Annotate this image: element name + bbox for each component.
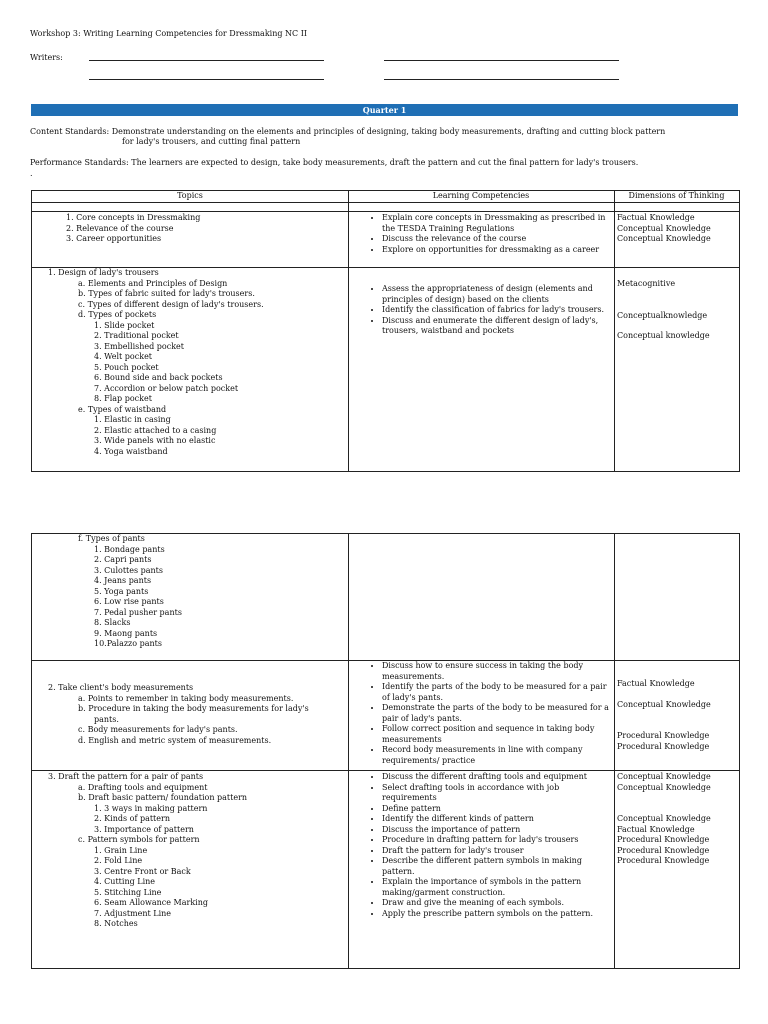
dimension-item: Procedural Knowledge: [617, 835, 710, 844]
competency-item: • Draft the pattern for lady's trouser: [382, 846, 612, 857]
topic-item: 4. Jeans pants: [94, 576, 152, 585]
topic-item: b. Procedure in taking the body measurements for lady's: [78, 704, 309, 713]
row3-topics: [78, 534, 182, 650]
topic-item: 3. Draft the pattern for a pair of pants: [48, 772, 204, 781]
topic-item: 1. Elastic in casing: [94, 415, 171, 424]
topic-item: 3. Wide panels with no elastic: [94, 436, 216, 445]
row1-topics: [66, 213, 200, 245]
topic-item: 4. Yoga waistband: [94, 446, 168, 456]
competency-item: • Select drafting tools in accordance with job requirements: [382, 783, 612, 804]
topic-item: 7. Pedal pusher pants: [94, 607, 182, 617]
topic-item: 3. Centre Front or Back: [94, 866, 191, 876]
competency-item: • Discuss the different drafting tools and equipment: [382, 772, 612, 783]
topic-item: 3. Importance of pattern: [94, 824, 194, 834]
topic-item: 3. Culottes pants: [94, 565, 163, 575]
competency-item: • Draw and give the meaning of each symbols.: [382, 898, 612, 909]
competency-item: • Explore on opportunities for dressmaking as a career: [382, 245, 612, 256]
competency-item: • Explain the importance of symbols in the pattern making/garment construction.: [382, 877, 612, 898]
row5-topics: [48, 772, 247, 930]
dimension-item: Conceptualknowledge: [617, 310, 708, 320]
topic-item: 5. Yoga pants: [94, 586, 149, 596]
competency-item: • Describe the different pattern symbols in making pattern.: [382, 856, 612, 877]
document-title: Workshop 3: Writing Learning Competencies for Dressmaking NC II: [30, 29, 308, 38]
topic-item: a. Elements and Principles of Design: [78, 278, 228, 288]
topic-item: 4. Welt pocket: [94, 352, 153, 361]
topic-item: b. Types of fabric suited for lady's trousers.: [78, 289, 255, 298]
topic-item: 7. Accordion or below patch pocket: [94, 383, 239, 393]
topic-item: 9. Maong pants: [94, 628, 158, 638]
row1-dimensions: [617, 213, 711, 245]
topic-item: 2. Capri pants: [94, 555, 152, 564]
topic-item: 10.Palazzo pants: [94, 639, 162, 648]
topic-item: 6. Bound side and back pockets: [94, 373, 223, 382]
performance-standards: Performance Standards: The learners are expected to design, take body measurements, draft the pattern and cut the final pattern for lady's trousers.: [30, 158, 639, 167]
competency-item: • Discuss the relevance of the course: [382, 234, 612, 245]
competency-item: • Identify the classification of fabrics for lady's trousers.: [382, 305, 612, 316]
row5-competencies: [354, 772, 612, 919]
topic-item: c. Pattern symbols for pattern: [78, 835, 200, 844]
competency-item: • Discuss and enumerate the different design of lady's, trousers, waistband and pockets: [382, 316, 612, 337]
dimension-item: Conceptual Knowledge: [617, 772, 711, 781]
column-header-dimensions: Dimensions of Thinking: [628, 191, 725, 200]
competency-item: • Record body measurements in line with company requirements/ practice: [382, 745, 612, 766]
topic-item: 4. Cutting Line: [94, 877, 156, 886]
row5-dimensions: [617, 772, 711, 867]
quarter-banner: Quarter 1: [31, 104, 738, 116]
topic-item: 7. Adjustment Line: [94, 908, 172, 918]
competency-item: • Define pattern: [382, 804, 612, 815]
dimension-item: Conceptual Knowledge: [617, 814, 711, 823]
competency-item: • Demonstrate the parts of the body to be measured for a pair of lady's pants.: [382, 703, 612, 724]
topic-item: 2. Fold Line: [94, 856, 143, 865]
competencies-table-2: [31, 533, 740, 969]
topic-item: a. Points to remember in taking body measurements.: [78, 693, 294, 703]
topic-item: 2. Kinds of pattern: [94, 814, 170, 823]
topic-item: 1. Grain Line: [94, 845, 148, 855]
row2-competencies: [354, 284, 612, 337]
dimension-item: Procedural Knowledge: [617, 741, 710, 751]
dimension-item: Factual Knowledge: [617, 824, 695, 834]
writer-line-1: [89, 60, 324, 61]
dimension-item: Procedural Knowledge: [617, 856, 710, 865]
topic-item: c. Types of different design of lady's trousers.: [78, 299, 264, 309]
content-standards-text-1: Demonstrate understanding on the elements and principles of designing, taking body measurements, drafting and cutting block pattern: [109, 127, 666, 136]
topic-item: 1. Core concepts in Dressmaking: [66, 213, 201, 222]
content-standards: [30, 127, 665, 138]
writer-line-2: [384, 60, 619, 61]
dimension-item: Conceptual Knowledge: [617, 699, 711, 709]
row2-dimensions: [617, 279, 710, 342]
dimension-item: Procedural Knowledge: [617, 845, 710, 855]
topic-item: 2. Elastic attached to a casing: [94, 425, 217, 435]
topic-item: 8. Notches: [94, 919, 138, 928]
content-standards-text-2: for lady's trousers, and cutting final pattern: [122, 137, 301, 146]
competency-item: • Identify the parts of the body to be measured for a pair of lady's pants.: [382, 682, 612, 703]
topic-item: 5. Stitching Line: [94, 887, 162, 897]
column-header-topics: Topics: [177, 191, 203, 200]
topic-item: f. Types of pants: [78, 534, 145, 543]
topic-item: 3. Embellished pocket: [94, 341, 185, 351]
row2-topics: [48, 268, 264, 457]
topic-item: 8. Flap pocket: [94, 394, 152, 403]
row4-topics: [48, 683, 309, 746]
topic-item: a. Drafting tools and equipment: [78, 782, 208, 792]
topic-item: 1. Slide pocket: [94, 320, 155, 330]
dimension-item: Metacognitive: [617, 279, 676, 288]
dimension-item: Conceptual knowledge: [617, 331, 710, 340]
writer-line-4: [384, 79, 619, 80]
dimension-item: Conceptual Knowledge: [617, 782, 711, 792]
competency-item: • Identify the different kinds of pattern: [382, 814, 612, 825]
topic-item: d. Types of pockets: [78, 310, 157, 319]
topic-item: 2. Traditional pocket: [94, 331, 179, 340]
topic-item: d. English and metric system of measurements.: [78, 735, 272, 745]
topic-item: 8. Slacks: [94, 618, 131, 627]
topic-item: pants.: [94, 714, 119, 724]
topic-item: c. Body measurements for lady's pants.: [78, 725, 238, 734]
topic-item: 1. 3 ways in making pattern: [94, 803, 208, 813]
topic-item: 2. Take client's body measurements: [48, 683, 194, 692]
column-header-competencies: Learning Competencies: [432, 191, 530, 200]
topic-item: 6. Seam Allowance Marking: [94, 898, 208, 907]
writer-line-3: [89, 79, 324, 80]
topic-item: 1. Design of lady's trousers: [48, 268, 159, 277]
content-standards-label: Content Standards:: [30, 127, 110, 136]
topic-item: 5. Pouch pocket: [94, 362, 159, 372]
competency-item: • Discuss how to ensure success in taking the body measurements.: [382, 661, 612, 682]
topic-item: 1. Bondage pants: [94, 544, 165, 554]
competencies-table-1: [31, 190, 740, 472]
writers-label: Writers:: [30, 53, 63, 62]
topic-item: 2. Relevance of the course: [66, 223, 174, 233]
topic-item: 3. Career opportunities: [66, 234, 162, 243]
competency-item: • Assess the appropriateness of design (elements and principles of design) based on the clients: [382, 284, 612, 305]
competency-item: • Follow correct position and sequence in taking body measurements: [382, 724, 612, 745]
competency-item: • Procedure in drafting pattern for lady's trousers: [382, 835, 612, 846]
topic-item: e. Types of waistband: [78, 404, 167, 414]
row4-competencies: [354, 661, 612, 766]
dimension-item: Procedural Knowledge: [617, 731, 710, 740]
competency-item: • Explain core concepts in Dressmaking as prescribed in the TESDA Training Regulations: [382, 213, 612, 234]
competency-item: • Discuss the importance of pattern: [382, 825, 612, 836]
dimension-item: Factual Knowledge: [617, 213, 695, 222]
dimension-item: Conceptual Knowledge: [617, 223, 711, 233]
stray-mark: .: [30, 169, 33, 178]
row1-competencies: [354, 213, 612, 255]
dimension-item: Factual Knowledge: [617, 679, 695, 688]
topic-item: b. Draft basic pattern/ foundation pattern: [78, 793, 248, 802]
topic-item: 6. Low rise pants: [94, 597, 164, 606]
row4-dimensions: [617, 679, 711, 752]
competency-item: • Apply the prescribe pattern symbols on the pattern.: [382, 909, 612, 920]
dimension-item: Conceptual Knowledge: [617, 234, 711, 243]
